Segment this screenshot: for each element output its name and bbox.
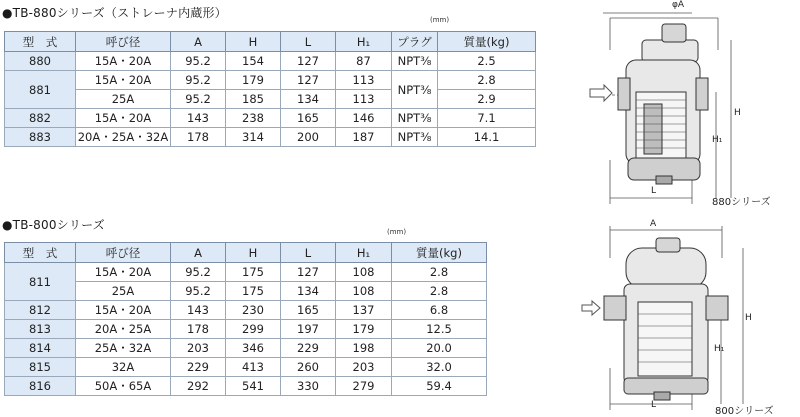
drawing2-dim-h1: H₁ (714, 344, 725, 354)
cell-l: 200 (281, 128, 336, 147)
cell-h1: 198 (336, 339, 392, 358)
table-row (5, 71, 536, 90)
cell-size: 15A・20A (76, 109, 171, 128)
cell-model: 816 (5, 377, 76, 396)
cell-h1: 179 (336, 320, 392, 339)
table-row (5, 282, 487, 301)
cell-model: 811 (5, 263, 76, 301)
cell-a: 143 (171, 301, 226, 320)
cell-l: 330 (281, 377, 336, 396)
cell-h: 179 (226, 71, 281, 90)
cell-size: 50A・65A (76, 377, 171, 396)
cell-size: 20A・25A (76, 320, 171, 339)
header-plug: プラグ (392, 32, 438, 52)
cell-size: 15A・20A (76, 301, 171, 320)
header-h1: H₁ (336, 32, 392, 52)
table2-title: ●TB-800シリーズ (2, 218, 105, 232)
tb880-cross-section-drawing (580, 0, 800, 212)
cell-l: 127 (281, 263, 336, 282)
cell-a: 178 (171, 320, 226, 339)
cell-model: 813 (5, 320, 76, 339)
cell-a: 178 (171, 128, 226, 147)
drawing1-dim-a: φA (672, 0, 685, 10)
header-h: H (226, 32, 281, 52)
cell-model: 814 (5, 339, 76, 358)
cell-model: 881 (5, 71, 76, 109)
table-row (5, 377, 487, 396)
table-row (5, 339, 487, 358)
cell-h: 314 (226, 128, 281, 147)
cell-h: 346 (226, 339, 281, 358)
cell-h1: 203 (336, 358, 392, 377)
cell-l: 165 (281, 109, 336, 128)
cell-model: 815 (5, 358, 76, 377)
cell-mass: 6.8 (392, 301, 487, 320)
header-a: A (171, 243, 226, 263)
cell-h1: 187 (336, 128, 392, 147)
flow-arrow-icon (590, 85, 612, 101)
header-mass: 質量(kg) (438, 32, 536, 52)
drawing2-dim-h: H (745, 313, 752, 323)
cell-size: 25A・32A (76, 339, 171, 358)
header-model: 型 式 (5, 243, 76, 263)
table-row (5, 90, 536, 109)
cell-size: 32A (76, 358, 171, 377)
header-mass: 質量(kg) (392, 243, 487, 263)
cell-model: 882 (5, 109, 76, 128)
cell-a: 292 (171, 377, 226, 396)
cell-h1: 113 (336, 71, 392, 90)
tb800-spec-table (4, 242, 487, 396)
cell-mass: 59.4 (392, 377, 487, 396)
cell-model: 812 (5, 301, 76, 320)
cell-model: 883 (5, 128, 76, 147)
cell-size: 15A・20A (76, 52, 171, 71)
cell-l: 165 (281, 301, 336, 320)
cell-h1: 108 (336, 282, 392, 301)
cell-plug: NPT⅜ (392, 109, 438, 128)
table-header-row (5, 32, 536, 52)
header-model: 型 式 (5, 32, 76, 52)
cell-l: 134 (281, 90, 336, 109)
drawing2-caption: 800シリーズ (715, 406, 774, 417)
tb800-cross-section-drawing (580, 218, 800, 417)
header-l: L (281, 32, 336, 52)
cell-size: 25A (76, 282, 171, 301)
header-size: 呼び径 (76, 32, 171, 52)
cell-h1: 137 (336, 301, 392, 320)
tb880-spec-table (4, 31, 536, 147)
table-row (5, 301, 487, 320)
drawing1-caption: 880シリーズ (712, 197, 771, 208)
drawing2-dim-a: A (650, 219, 657, 229)
table2-unit: (mm) (387, 228, 407, 236)
cell-h: 230 (226, 301, 281, 320)
table-row (5, 128, 536, 147)
cell-plug: NPT⅜ (392, 71, 438, 109)
cell-mass: 20.0 (392, 339, 487, 358)
header-size: 呼び径 (76, 243, 171, 263)
cell-model: 880 (5, 52, 76, 71)
header-h: H (226, 243, 281, 263)
cell-h: 175 (226, 282, 281, 301)
cell-a: 95.2 (171, 71, 226, 90)
cell-mass: 32.0 (392, 358, 487, 377)
cell-plug: NPT⅜ (392, 52, 438, 71)
cell-size: 15A・20A (76, 263, 171, 282)
cell-h: 541 (226, 377, 281, 396)
cell-h1: 279 (336, 377, 392, 396)
cell-h: 175 (226, 263, 281, 282)
cell-l: 127 (281, 52, 336, 71)
cell-plug: NPT⅜ (392, 128, 438, 147)
table-row (5, 320, 487, 339)
cell-a: 95.2 (171, 263, 226, 282)
cell-h1: 108 (336, 263, 392, 282)
cell-l: 197 (281, 320, 336, 339)
cell-mass: 2.8 (438, 71, 536, 90)
header-l: L (281, 243, 336, 263)
cell-h: 238 (226, 109, 281, 128)
cell-mass: 2.5 (438, 52, 536, 71)
cell-h: 413 (226, 358, 281, 377)
cell-size: 20A・25A・32A (76, 128, 171, 147)
header-h1: H₁ (336, 243, 392, 263)
cell-h1: 113 (336, 90, 392, 109)
cell-h: 299 (226, 320, 281, 339)
table1-title: ●TB-880シリーズ（ストレーナ内蔵形） (2, 6, 227, 20)
table1-unit: (mm) (430, 16, 450, 24)
table-row (5, 52, 536, 71)
cell-mass: 2.8 (392, 282, 487, 301)
cell-h1: 87 (336, 52, 392, 71)
cell-size: 25A (76, 90, 171, 109)
table-header-row (5, 243, 487, 263)
cell-mass: 7.1 (438, 109, 536, 128)
table-row (5, 263, 487, 282)
flow-arrow-icon (582, 301, 600, 315)
cell-a: 95.2 (171, 90, 226, 109)
cell-a: 95.2 (171, 52, 226, 71)
cell-mass: 12.5 (392, 320, 487, 339)
header-a: A (171, 32, 226, 52)
cell-a: 95.2 (171, 282, 226, 301)
cell-mass: 14.1 (438, 128, 536, 147)
cell-a: 203 (171, 339, 226, 358)
cell-h1: 146 (336, 109, 392, 128)
cell-l: 134 (281, 282, 336, 301)
cell-a: 229 (171, 358, 226, 377)
cell-size: 15A・20A (76, 71, 171, 90)
table-row (5, 358, 487, 377)
drawing2-dim-l: L (651, 400, 657, 410)
cell-mass: 2.9 (438, 90, 536, 109)
drawing1-dim-h1: H₁ (712, 135, 723, 145)
drawing1-dim-l: L (651, 186, 657, 196)
cell-l: 260 (281, 358, 336, 377)
cell-l: 127 (281, 71, 336, 90)
cell-h: 154 (226, 52, 281, 71)
cell-l: 229 (281, 339, 336, 358)
cell-h: 185 (226, 90, 281, 109)
drawing1-dim-h: H (734, 108, 741, 118)
cell-mass: 2.8 (392, 263, 487, 282)
table-row (5, 109, 536, 128)
cell-a: 143 (171, 109, 226, 128)
